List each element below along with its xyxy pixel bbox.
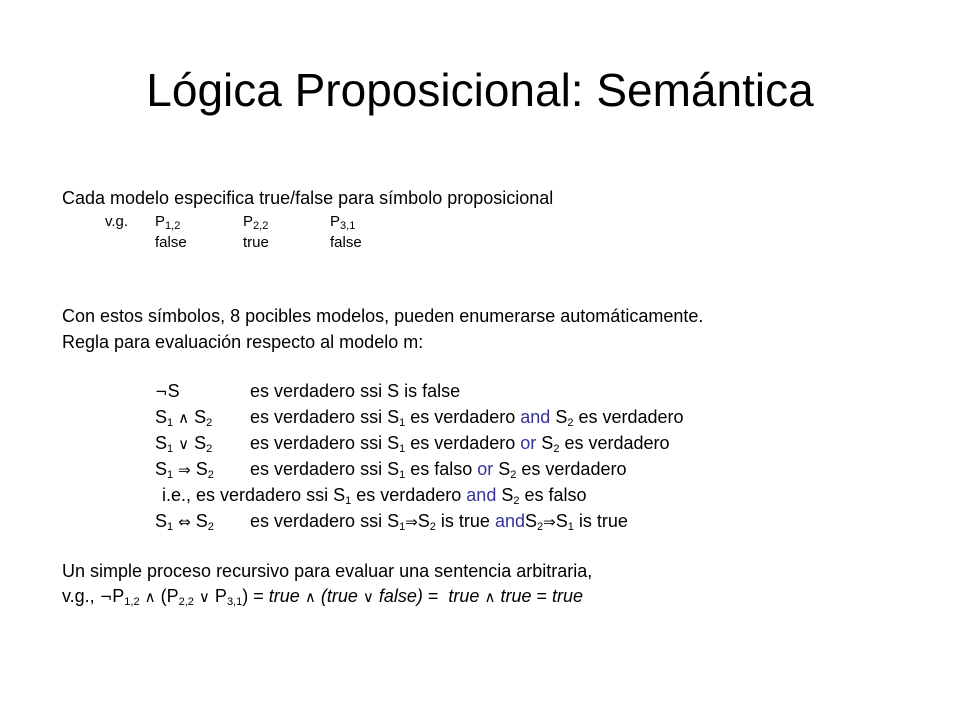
iff-symbol: ⇔ <box>178 513 191 531</box>
and-symbol: ∧ <box>484 588 496 606</box>
or-symbol: ∨ <box>198 588 210 606</box>
rule-iff: $S_1$ ⇔ $S_2$ es verdadero ssi $S_1\Rightarrow S_2$ is true $andS_2\Rightarrow S_1$ is true <box>155 511 628 533</box>
and-symbol: ∧ <box>144 588 156 606</box>
symbol-p22: $P_{2,2}$ <box>243 213 269 232</box>
rule-intro-line: Regla para evaluación respecto al modelo m: <box>62 332 424 352</box>
implies-symbol: ⇒ <box>178 461 191 479</box>
or-symbol: ∨ <box>362 588 374 606</box>
page-title: Lógica Proposicional: Semántica <box>146 64 814 116</box>
rule-not: ¬S es verdadero ssi S is false <box>155 381 461 401</box>
rule-implies: $S_1$ ⇒ $S_2$ es verdadero ssi $S_1$ es falso or $S_2$ es verdadero <box>155 459 627 481</box>
and-symbol: ∧ <box>304 588 316 606</box>
eg-label: v.g. <box>105 213 129 230</box>
rule-ie: i.e., es verdadero ssi $S_1$ es verdadero and $S_2$ es falso <box>162 485 587 507</box>
implies-symbol: ⇒ <box>543 513 556 531</box>
intro-line: Cada modelo especifica true/false para símbolo proposicional <box>62 188 554 208</box>
models-line: Con estos símbolos, 8 pocibles modelos, pueden enumerarse automáticamente. <box>62 306 704 326</box>
recursive-line: Un simple proceso recursivo para evaluar una sentencia arbitraria, <box>62 561 593 581</box>
value-p12: false <box>155 234 187 251</box>
implies-symbol: ⇒ <box>405 513 418 531</box>
symbol-p12: $P_{1,2}$ <box>155 213 181 232</box>
rule-or: $S_1$ ∨ $S_2$ es verdadero ssi $S_1$ es verdadero or $S_2$ es verdadero <box>155 433 670 455</box>
symbol-p31: $P_{3,1}$ <box>330 213 356 232</box>
value-p22: true <box>243 234 269 251</box>
example-line: v.g., $\neg P_{1,2}$ ∧ ($P_{2,2}$ ∨ $P_{3,1}$) = true ∧ (true ∨ false) = true ∧ true = true <box>62 586 584 608</box>
and-symbol: ∧ <box>178 409 190 427</box>
or-symbol: ∨ <box>178 435 190 453</box>
rule-and: $S_1$ ∧ $S_2$ es verdadero ssi $S_1$ es verdadero and $S_2$ es verdadero <box>155 407 684 429</box>
value-p31: false <box>330 234 362 251</box>
not-symbol: ¬ <box>155 383 168 401</box>
not-symbol: ¬ <box>99 588 113 606</box>
